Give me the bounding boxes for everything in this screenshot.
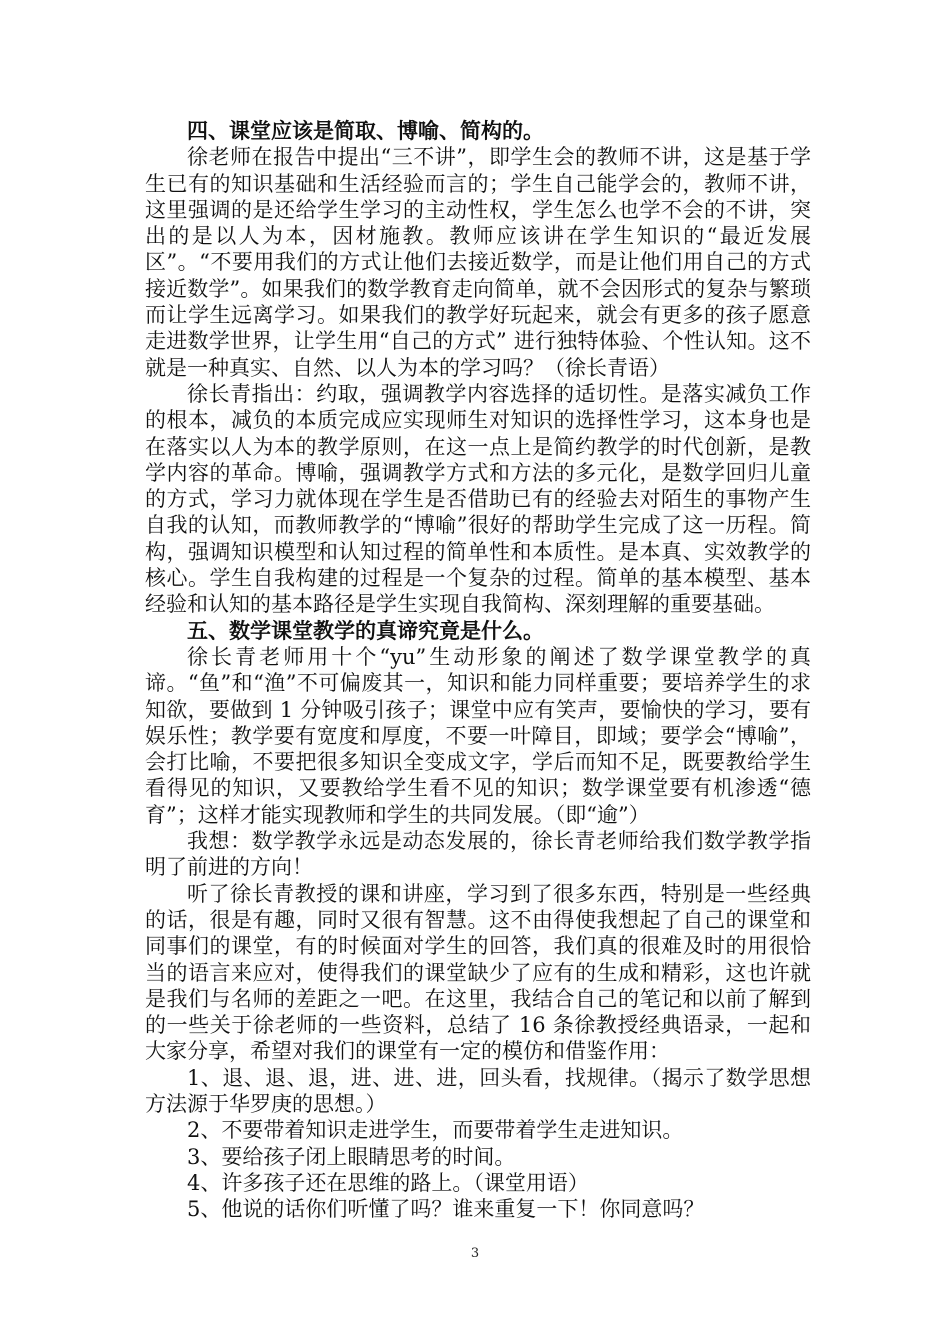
list-item: 3、要给孩子闭上眼睛思考的时间。 — [187, 1144, 516, 1169]
document-body — [145, 118, 811, 1222]
paragraph: 徐长青老师用十个“yu”生动形象的阐述了数学课堂教学的真谛。“鱼”和“渔”不可偏废其一，知识和能力同样重要；要培养学生的求知欲，要做到 1 分钟吸引孩子；课堂中应有笑声，要愉快的学习，要有娱乐性；教学要有宽度和厚度，不要一叶障目，即域；要学会“博喻”，会打比喻，不要把很多知识全变成文字，学后而知不足，既要教给学生看得见的知识，又要教给学生看不见的知识；数学课堂要有机渗透“德育”；这样才能实现教师和学生的共同发展。（即“逾”） — [145, 644, 811, 827]
section-heading-4: 四、课堂应该是简取、博喻、简构的。 — [187, 118, 544, 143]
list-item: 4、许多孩子还在思维的路上。（课堂用语） — [187, 1170, 589, 1195]
list-item: 1、退、退、退，进、进、进，回头看，找规律。（揭示了数学思想方法源于华罗庚的思想。） — [145, 1065, 811, 1116]
paragraph: 我想：数学教学永远是动态发展的，徐长青老师给我们数学教学指明了前进的方向！ — [145, 829, 811, 880]
paragraph: 听了徐长青教授的课和讲座，学习到了很多东西，特别是一些经典的话，很是有趣，同时又很有智慧。这不由得使我想起了自己的课堂和同事们的课堂，有的时候面对学生的回答，我们真的很难及时的用很恰当的语言来应对，使得我们的课堂缺少了应有的生成和精彩，这也许就是我们与名师的差距之一吧。在这里，我结合自己的笔记和以前了解到的一些关于徐老师的一些资料，总结了 16 条徐教授经典语录，一起和大家分享，希望对我们的课堂有一定的模仿和借鉴作用： — [145, 881, 811, 1064]
paragraph: 徐老师在报告中提出“三不讲”，即学生会的教师不讲，这是基于学生已有的知识基础和生活经验而言的；学生自己能学会的，教师不讲，这里强调的是还给学生学习的主动性权，学生怎么也学不会的不讲，突出的是以人为本，因材施教。教师应该讲在学生知识的“最近发展区”。“不要用我们的方式让他们去接近数学，而是让他们用自己的方式接近数学”。如果我们的数学教育走向简单，就不会因形式的复杂与繁琐而让学生远离学习。如果我们的教学好玩起来，就会有更多的孩子愿意走进数学世界，让学生用“自己的方式” 进行独特体验、个性认知。这不就是一种真实、自然、以人为本的学习吗？（徐长青语） — [145, 145, 811, 380]
paragraph: 徐长青指出：约取，强调教学内容选择的适切性。是落实减负工作的根本，减负的本质完成应实现师生对知识的选择性学习，这本身也是在落实以人为本的教学原则，在这一点上是简约教学的时代创新，是教学内容的革命。博喻，强调教学方式和方法的多元化，是数学回归儿童的方式，学习力就体现在学生是否借助已有的经验去对陌生的事物产生自我的认知，而教师教学的“博喻”很好的帮助学生完成了这一历程。简构，强调知识模型和认知过程的简单性和本质性。是本真、实效教学的核心。学生自我构建的过程是一个复杂的过程。简单的基本模型、基本经验和认知的基本路径是学生实现自我简构、深刻理解的重要基础。 — [145, 381, 811, 617]
section-heading-5: 五、数学课堂教学的真谛究竟是什么。 — [187, 617, 544, 643]
page-number: 3 — [470, 1246, 480, 1261]
list-item: 5、他说的话你们听懂了吗？谁来重复一下！你同意吗？ — [187, 1197, 705, 1222]
list-item: 2、不要带着知识走进学生，而要带着学生走进知识。 — [187, 1118, 684, 1143]
